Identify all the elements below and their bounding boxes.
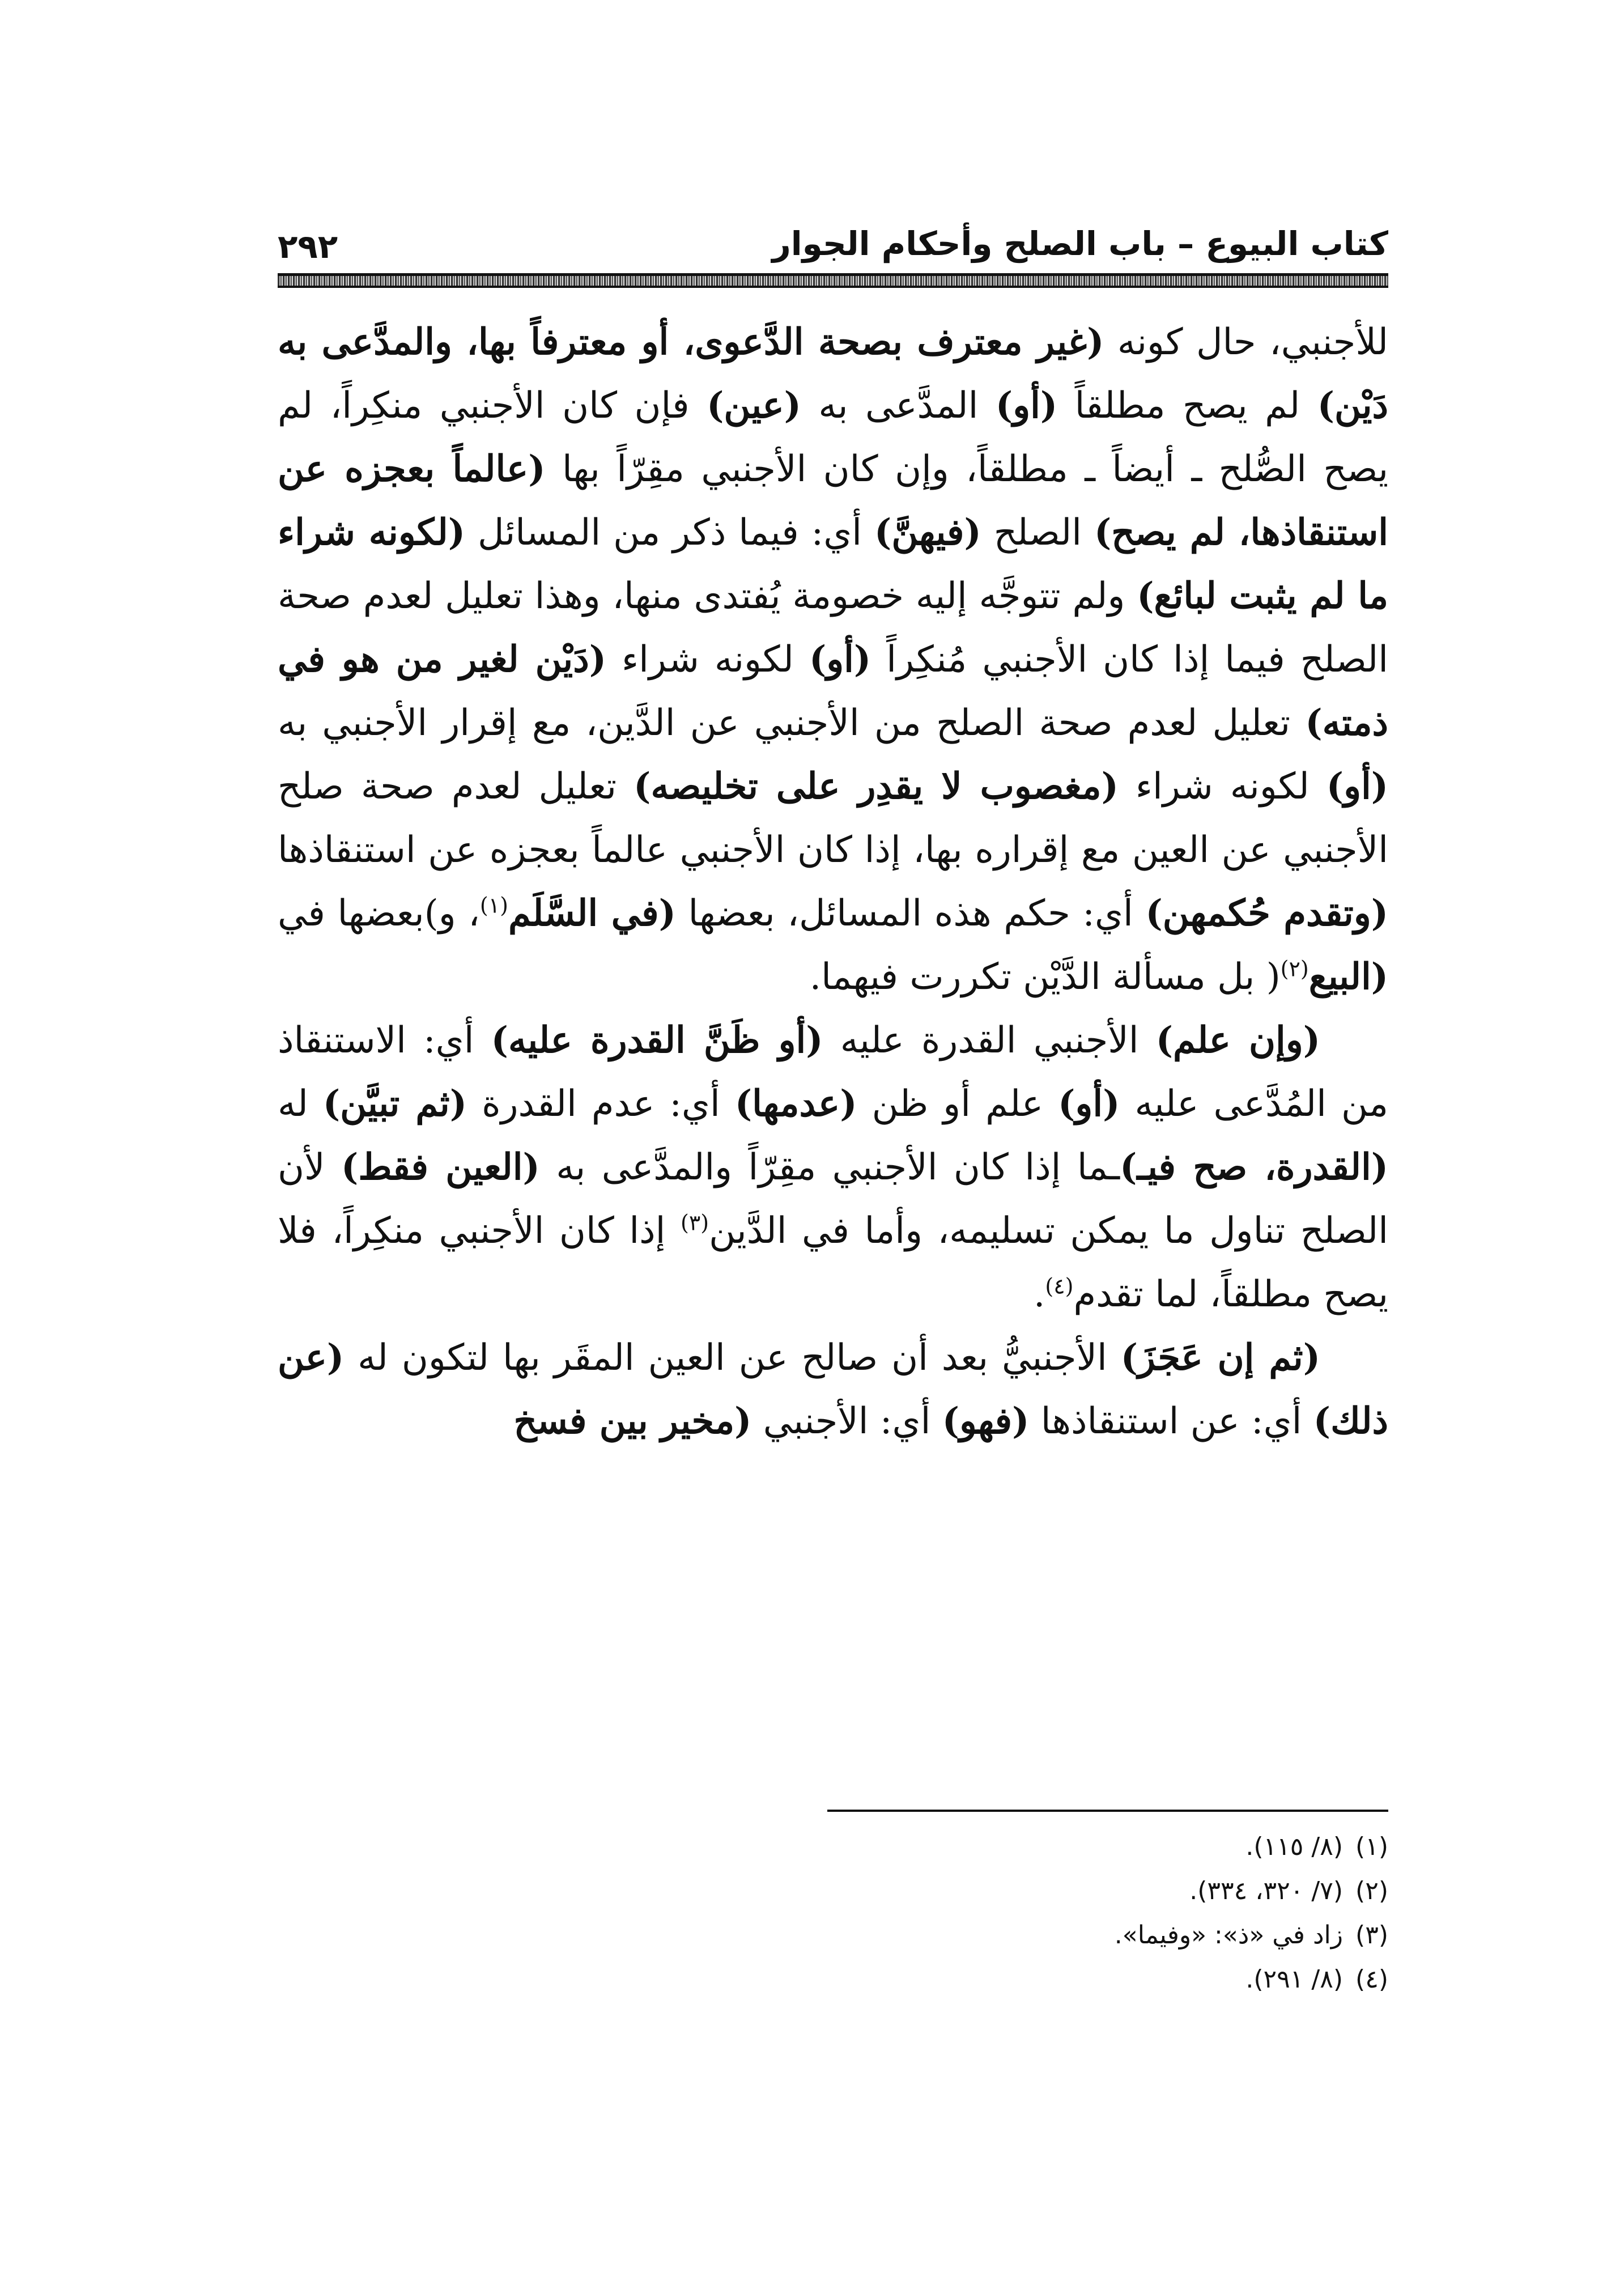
footnote-text: (٨/ ١١٥). <box>1245 1832 1344 1861</box>
footnote-text: زاد في «ذ»: «وفيما». <box>1114 1921 1344 1950</box>
sharh-text: ( <box>1266 956 1281 998</box>
matn-text: (وإن علم) <box>1155 1019 1321 1061</box>
matn-text: (فهو) <box>942 1400 1030 1442</box>
running-header <box>278 215 1388 272</box>
sharh-text: لأن الصلح تناول ما يمكن تسليمه، وأما في الدَّين <box>278 1146 1389 1252</box>
footnote <box>595 1869 1388 1913</box>
sharh-text: أي: عدم القدرة <box>467 1083 735 1125</box>
matn-text: (أو) <box>995 384 1058 427</box>
sharh-text: إذا كان الأجنبي منكِراً، فلا يصح مطلقاً، لما تقدم <box>278 1210 1388 1315</box>
sharh-text: تعليل لعدم صحة صلح الأجنبي عن العين مع إقراره بها، إذا كان الأجنبي عالماً بعجزه عن استنقاذها <box>278 766 1388 871</box>
matn-text: (العين فقط) <box>341 1146 540 1188</box>
sharh-text: أي: فيما ذكر من المسائل <box>465 512 875 554</box>
footnote-ref: (١) <box>479 893 508 918</box>
sharh-text: لم يصح مطلقاً <box>1057 385 1317 427</box>
footnote-text: (٨/ ٢٩١). <box>1245 1965 1344 1994</box>
sharh-text: فإن كان الأجنبي منكِراً، لم يصح الصُّلح ـ أيضاً ـ مطلقاً، وإن كان الأجنبي مقِرّاً بها <box>278 385 1389 490</box>
matn-text: (لكونه شراء ما لم يثبت لبائع) <box>278 511 1389 617</box>
footnote-number: (١) <box>1355 1832 1388 1861</box>
matn-text: (أو) <box>809 638 871 681</box>
sharh-text: أي: الأجنبي <box>751 1400 942 1442</box>
matn-text: (غير معترف بصحة الدَّعوى، أو معترفاً بها، والمدَّعى به دَيْن) <box>278 321 1389 427</box>
matn-text: (عالماً بعجزه عن استنقاذها، لم يصح) <box>278 448 1389 554</box>
matn-text: (القدرة، صح فيـ) <box>1120 1146 1389 1188</box>
matn-text: (عدمها) <box>734 1082 857 1125</box>
sharh-text: ـما إذا كان الأجنبي مقِرّاً والمدَّعى به <box>539 1146 1120 1188</box>
sharh-text: الأجنبيُّ بعد أن صالح عن العين المقَر بها لتكون له <box>344 1337 1121 1379</box>
sharh-text: ، و)بعضها في <box>278 893 480 935</box>
sharh-text: لكونه شراء <box>606 639 809 681</box>
sharh-text: أي: عن استنقاذها <box>1029 1400 1313 1442</box>
paragraph <box>278 311 1388 1009</box>
sharh-text: تعليل لعدم صحة الصلح من الأجنبي عن الدَّين، مع إقرار الأجنبي به <box>278 702 1306 744</box>
matn-text: (وتقدم حُكمهن) <box>1145 892 1389 935</box>
sharh-text: . <box>1034 1273 1045 1315</box>
matn-text: (ثم إن عَجَزَ) <box>1120 1336 1321 1379</box>
footnote-separator <box>827 1810 1388 1812</box>
matn-text: (عين) <box>707 384 801 427</box>
sharh-text: ولم تتوجَّه إليه خصومة يُفتدى منها، وهذا تعليل لعدم صحة الصلح فيما إذا كان الأجنبي مُنكِراً <box>278 575 1389 681</box>
footnote-number: (٤) <box>1355 1965 1388 1994</box>
sharh-text: المدَّعى به <box>801 385 996 427</box>
footnote-ref: (٣) <box>681 1210 709 1235</box>
sharh-text: له <box>278 1083 323 1125</box>
footnote-ref: (٤) <box>1045 1273 1074 1299</box>
sharh-text: للأجنبي، حال كونه <box>1104 321 1389 363</box>
sharh-text: الصلح <box>981 512 1094 554</box>
matn-text: (دَيْن لغير من هو في ذمته) <box>278 638 1388 744</box>
footnote-ref: (٢) <box>1280 956 1309 982</box>
header-rule <box>278 273 1388 288</box>
matn-text: (فيهنَّ) <box>874 511 981 554</box>
sharh-text: أي: الاستنقاذ من المُدَّعى عليه <box>278 1020 1389 1125</box>
matn-text: (أو ظَنَّ القدرة عليه) <box>491 1019 823 1061</box>
footnote <box>595 1825 1388 1869</box>
running-title: كتاب البيوع – باب الصلح وأحكام الجوار <box>772 224 1388 263</box>
footnote-number: (٣) <box>1355 1921 1388 1950</box>
matn-text: (مغصوب لا يقدِر على تخليصه) <box>634 765 1119 808</box>
sharh-text: أي: حكم هذه المسائل، بعضها <box>675 893 1146 935</box>
footnote-number: (٢) <box>1355 1876 1388 1905</box>
paragraph <box>278 1009 1388 1326</box>
paragraph <box>278 1326 1388 1453</box>
matn-text: (مخير بين فسخ <box>513 1400 752 1442</box>
footnote <box>595 1957 1388 2002</box>
matn-text: (أو) <box>1058 1082 1120 1125</box>
footnotes <box>595 1825 1388 2002</box>
sharh-text: الأجنبي القدرة عليه <box>823 1020 1156 1061</box>
sharh-text: بل مسألة الدَّيْن تكررت فيهما. <box>809 956 1266 998</box>
sharh-text: لكونه شراء <box>1118 766 1327 808</box>
matn-text: (في السَّلَم <box>508 892 676 935</box>
main-text <box>278 311 1388 1453</box>
matn-text: (عن ذلك) <box>278 1336 1388 1442</box>
sharh-text: علم أو ظن <box>857 1083 1058 1125</box>
footnote-text: (٧/ ٣٢٠، ٣٣٤). <box>1189 1876 1344 1905</box>
matn-text: (أو) <box>1326 765 1389 808</box>
page-number: ٢٩٢ <box>278 227 338 266</box>
matn-text: (ثم تبيَّن) <box>322 1082 467 1125</box>
matn-text: (البيع <box>1308 956 1388 998</box>
footnote <box>595 1913 1388 1957</box>
